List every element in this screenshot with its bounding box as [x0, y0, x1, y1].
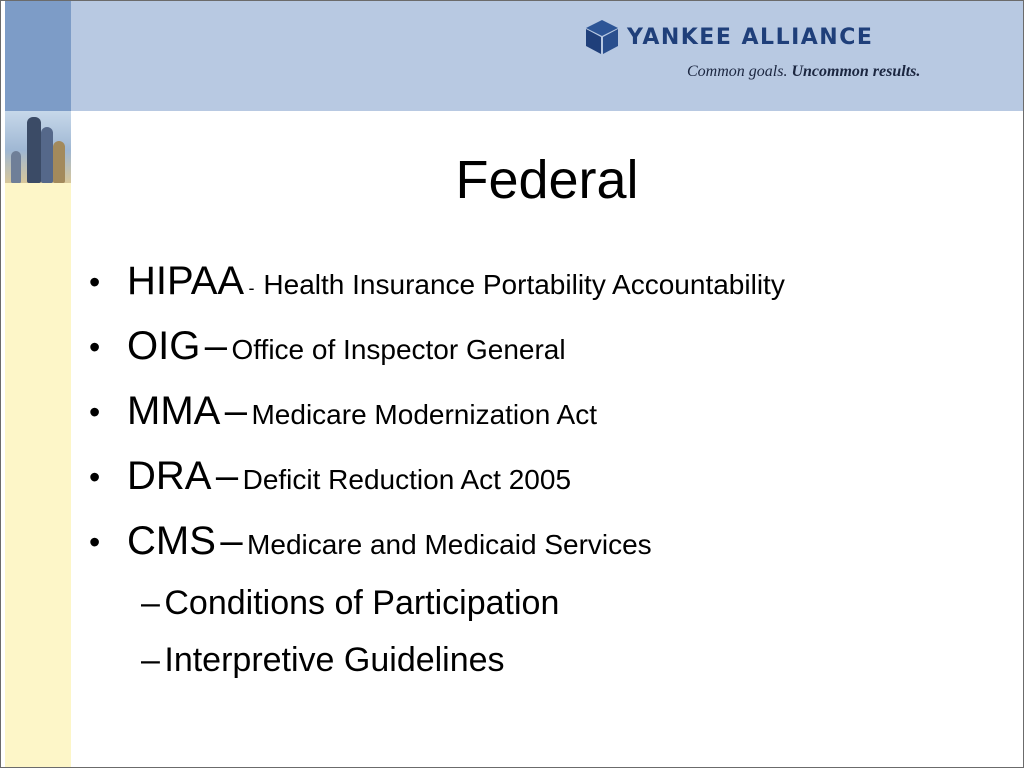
bullet-dot-icon: • — [89, 394, 101, 430]
yankee-alliance-logo — [585, 19, 985, 89]
tagline-normal: Common goals. — [687, 63, 788, 80]
bullet-description: Health Insurance Portability Accountability — [263, 269, 785, 300]
bullet-abbr: DRA — [127, 454, 212, 498]
bullet-description: Medicare Modernization Act — [251, 399, 597, 430]
bullet-dot-icon: • — [89, 329, 101, 365]
bullet-item — [89, 519, 1009, 584]
header-left-block — [5, 1, 71, 111]
sub-bullet-item — [141, 584, 1009, 641]
bullet-abbr: CMS — [127, 519, 216, 563]
bullet-dot-icon: • — [89, 524, 101, 560]
sub-bullet-text: Interpretive Guidelines — [164, 641, 505, 679]
bullet-item — [89, 454, 1009, 519]
bullet-separator: – — [215, 454, 239, 498]
bullet-abbr: HIPAA — [127, 259, 245, 303]
bullet-abbr: OIG — [127, 324, 201, 368]
bullet-separator: – — [204, 324, 228, 368]
bullet-item — [89, 259, 1009, 324]
bullet-dot-icon: • — [89, 264, 101, 300]
sub-bullet-text: Conditions of Participation — [164, 584, 560, 622]
bullet-separator: - — [248, 278, 255, 298]
sub-bullet-item — [141, 641, 1009, 698]
people-photo — [5, 111, 71, 183]
bullet-separator: – — [224, 389, 248, 433]
bullet-dot-icon: • — [89, 459, 101, 495]
bullet-description: Deficit Reduction Act 2005 — [242, 464, 572, 495]
bullet-abbr: MMA — [127, 389, 221, 433]
bullet-separator: – — [220, 519, 243, 563]
sub-bullet-dash: – — [141, 584, 160, 622]
slide-title: Federal — [455, 150, 639, 210]
tagline — [687, 63, 920, 81]
bullet-description: Medicare and Medicaid Services — [247, 529, 652, 560]
bullet-description: Office of Inspector General — [231, 334, 566, 365]
sub-bullet-dash: – — [141, 641, 160, 679]
logo-name: YANKEE ALLIANCE — [627, 25, 874, 50]
bullet-item — [89, 324, 1009, 389]
bullet-item — [89, 389, 1009, 454]
tagline-bold: Uncommon results. — [791, 63, 921, 80]
cube-logo-icon — [585, 19, 619, 55]
bullet-list — [89, 259, 1009, 698]
